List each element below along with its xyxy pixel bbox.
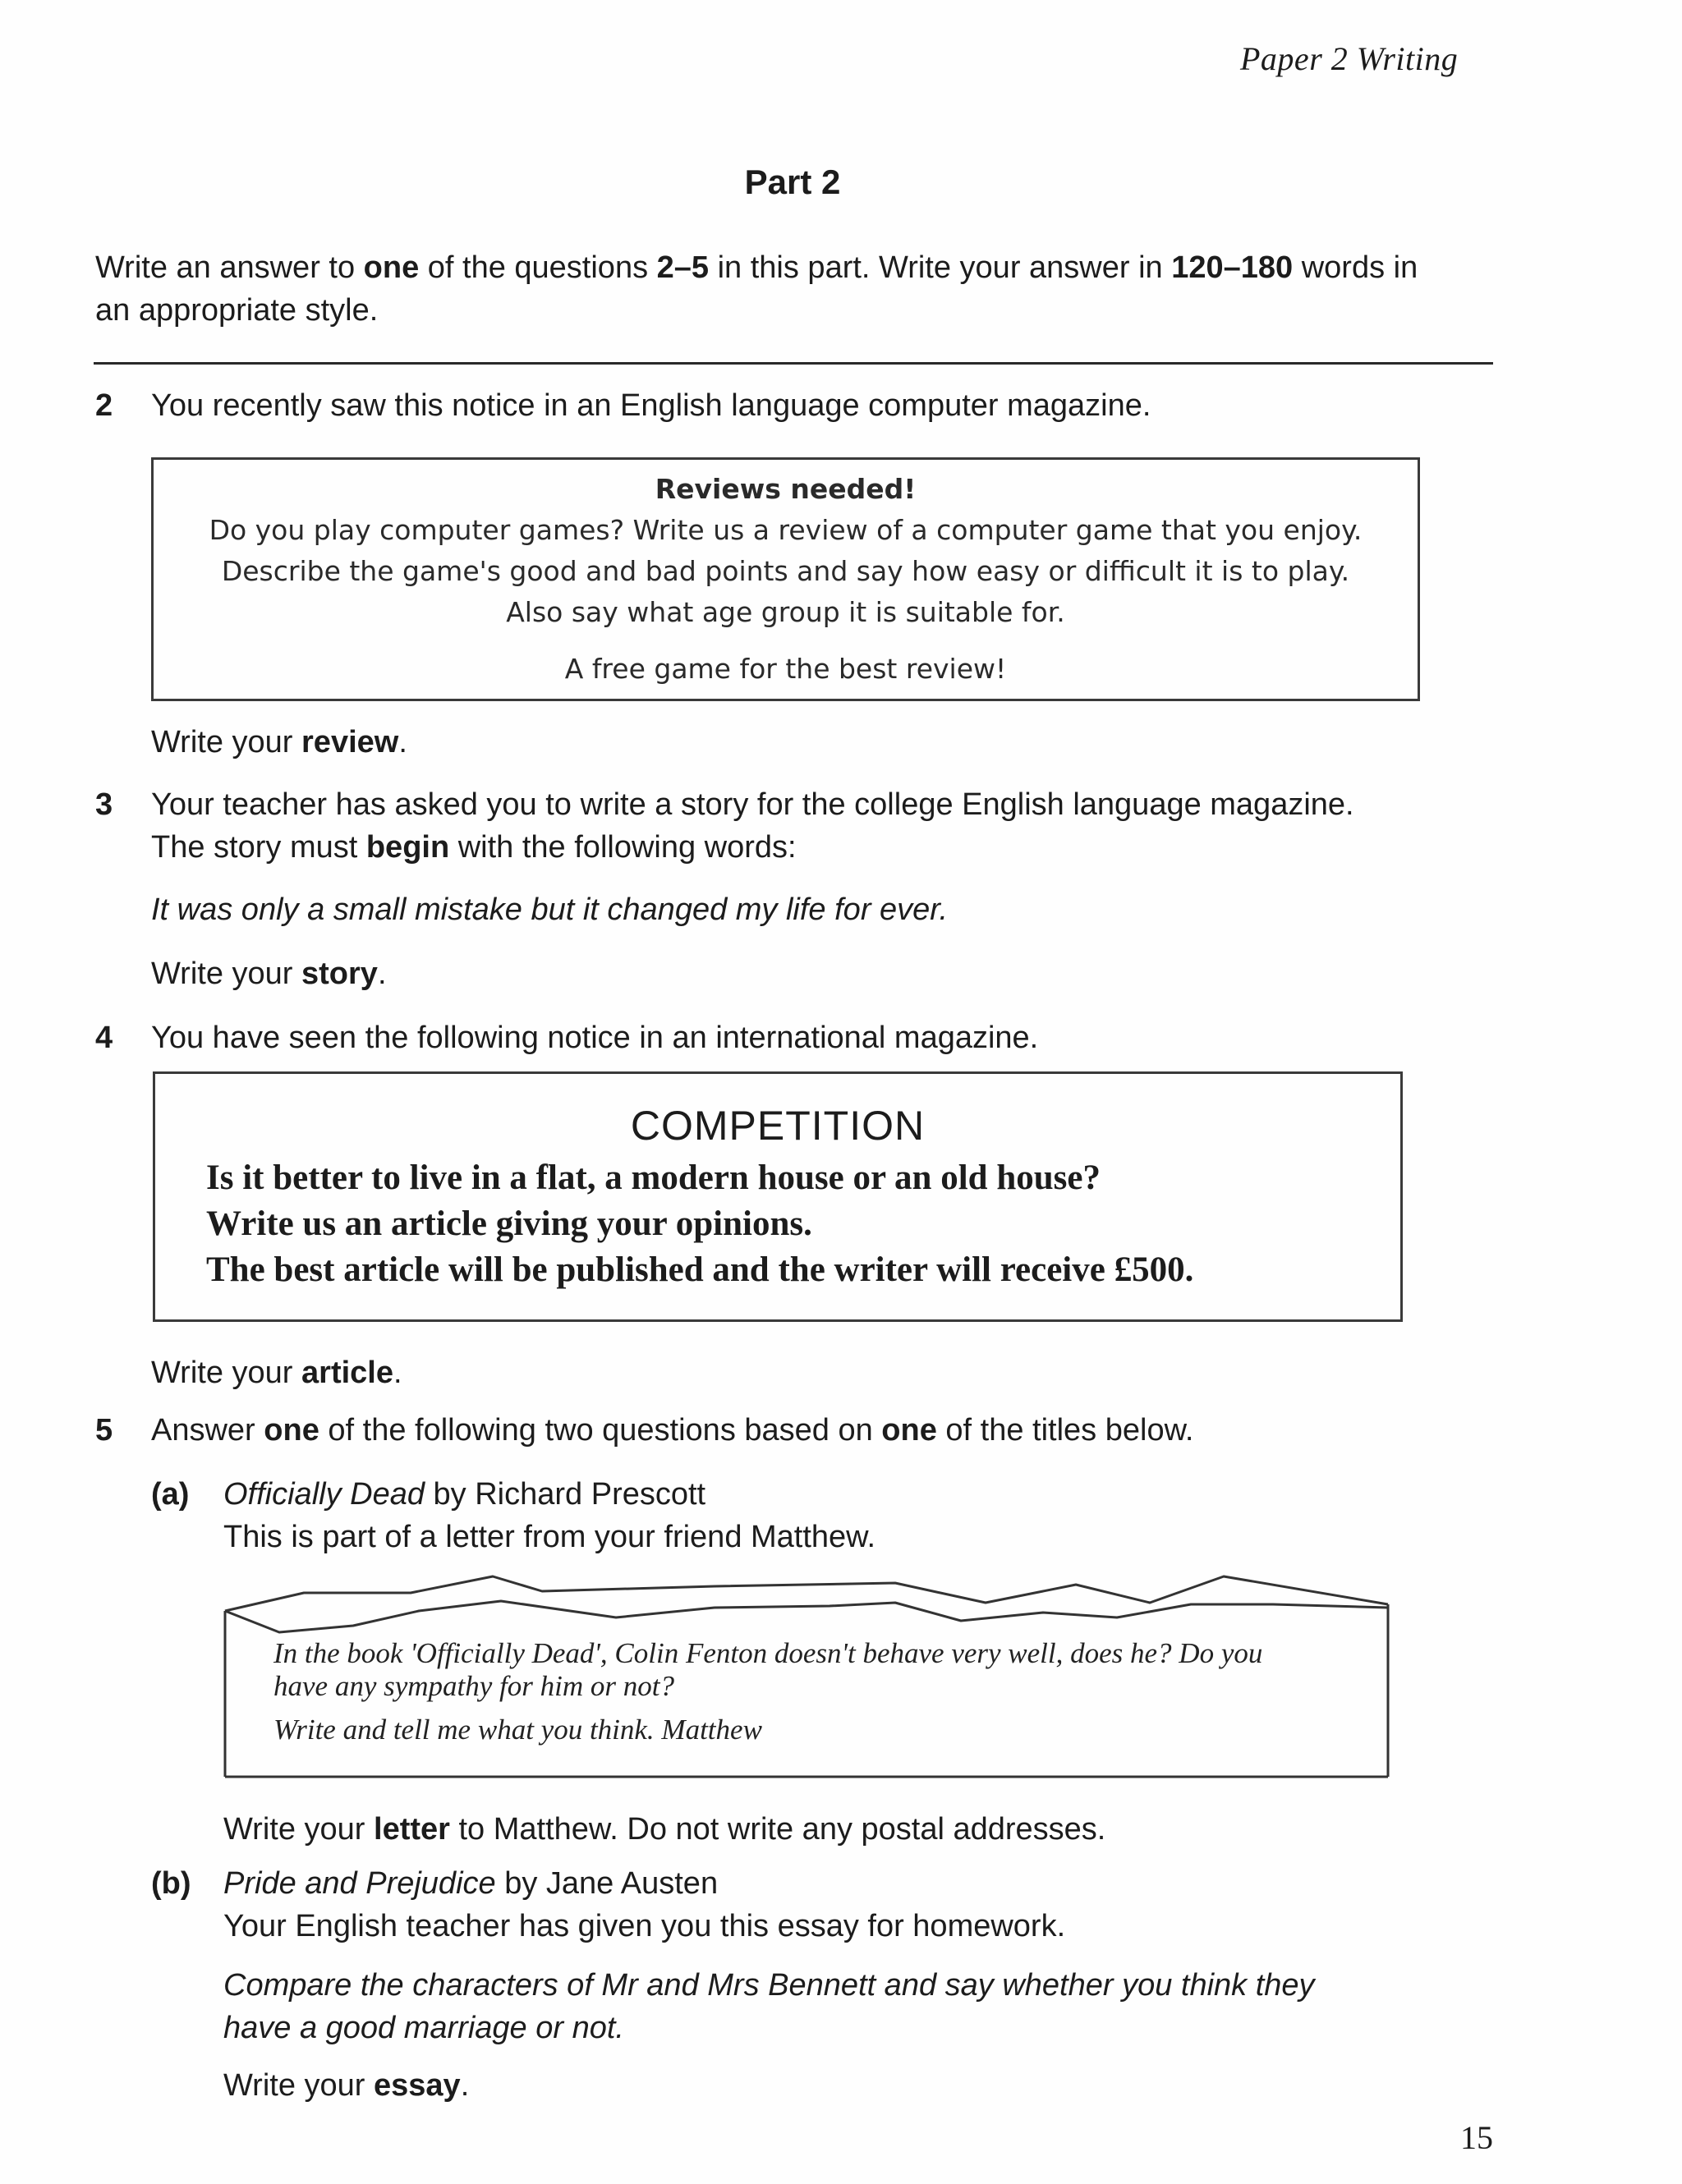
- question-number-4: 4: [95, 1021, 113, 1055]
- competition-line: Write us an article giving your opinions.: [206, 1204, 812, 1243]
- question-4-prompt: You have seen the following notice in an international magazine.: [151, 1021, 1039, 1055]
- competition-line: Is it better to live in a flat, a modern house or an old house?: [206, 1159, 1101, 1197]
- competition-title: COMPETITION: [630, 1103, 926, 1149]
- notice-title: Reviews needed!: [655, 473, 917, 505]
- essay-question: Compare the characters of Mr and Mrs Bennett and say whether you think they have a good marriage or not.: [223, 1968, 1315, 2045]
- sub-question-b-task: Write your essay.: [223, 2068, 470, 2103]
- part-title: Part 2: [744, 163, 841, 201]
- sub-question-a-task: Write your letter to Matthew. Do not write any postal addresses.: [223, 1812, 1106, 1847]
- notice-line: Also say what age group it is suitable for.: [506, 596, 1065, 628]
- question-2-prompt: You recently saw this notice in an English language computer magazine.: [151, 388, 1151, 423]
- running-head: Paper 2 Writing: [1240, 40, 1459, 77]
- notice-line: Do you play computer games? Write us a review of a computer game that you enjoy.: [209, 514, 1363, 546]
- section-divider: [94, 362, 1493, 365]
- question-3-task: Write your story.: [151, 957, 387, 991]
- story-opening: It was only a small mistake but it changed my life for ever.: [151, 892, 949, 927]
- question-number-3: 3: [95, 787, 113, 822]
- sub-question-label-a: (a): [151, 1477, 190, 1512]
- part-instructions: Write an answer to one of the questions 2–5 in this part. Write your answer in 120–180 words in an appropriate style.: [95, 250, 1418, 328]
- sub-question-b-prompt: Pride and Prejudice by Jane Austen Your English teacher has given you this essay for homework.: [223, 1866, 1066, 1943]
- sub-question-a-prompt: Officially Dead by Richard Prescott This is part of a letter from your friend Matthew.: [223, 1477, 876, 1554]
- page-number: 15: [1460, 2119, 1493, 2156]
- question-3-prompt: Your teacher has asked you to write a story for the college English language magazine. The story must begin with the following words:: [151, 787, 1354, 865]
- question-2-task: Write your review.: [151, 725, 407, 759]
- reviews-notice-box: [151, 457, 1420, 701]
- question-number-2: 2: [95, 388, 113, 423]
- sub-question-label-b: (b): [151, 1866, 191, 1901]
- letter-line: In the book 'Officially Dead', Colin Fenton doesn't behave very well, does he? Do you: [273, 1637, 1263, 1669]
- notice-line: A free game for the best review!: [564, 653, 1007, 685]
- question-4-task: Write your article.: [151, 1356, 402, 1390]
- competition-notice-box: [153, 1071, 1403, 1322]
- letter-line: have any sympathy for him or not?: [273, 1670, 674, 1702]
- notice-line: Describe the game's good and bad points and say how easy or difficult it is to play.: [221, 555, 1350, 587]
- question-number-5: 5: [95, 1413, 113, 1448]
- competition-line: The best article will be published and the writer will receive £500.: [206, 1250, 1194, 1289]
- letter-line: Write and tell me what you think. Matthew: [273, 1714, 762, 1746]
- question-5-prompt: Answer one of the following two questions based on one of the titles below.: [151, 1413, 1194, 1448]
